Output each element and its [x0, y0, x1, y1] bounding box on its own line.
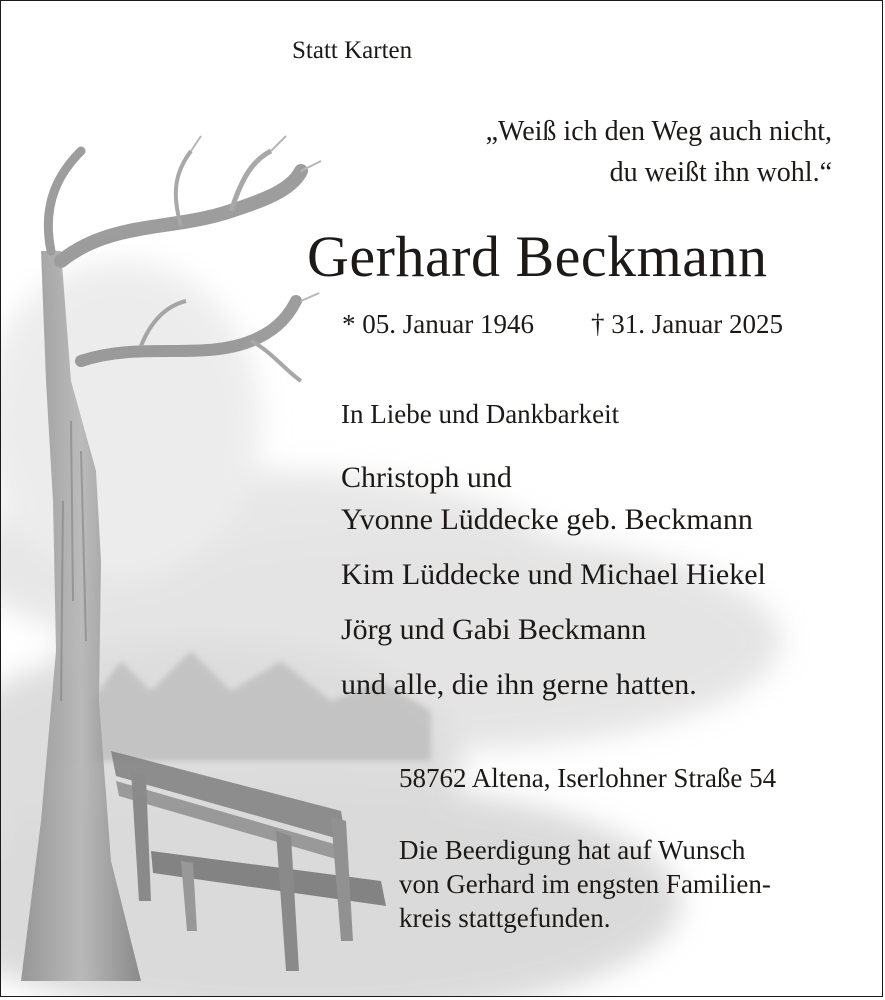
memorial-verse: [486, 111, 832, 193]
deceased-name: Gerhard Beckmann: [307, 224, 768, 289]
family-address: 58762 Altena, Iserlohner Straße 54: [399, 763, 777, 793]
mourners-list: [341, 457, 766, 706]
mourner-line: Kim Lüddecke und Michael Hiekel: [341, 558, 766, 591]
funeral-notice: [399, 833, 771, 935]
notice-line: von Gerhard im engsten Familien-: [399, 869, 771, 899]
mourner-line: Yvonne Lüddecke geb. Beckmann: [341, 503, 753, 536]
preface-statt-karten: Statt Karten: [292, 37, 413, 64]
notice-line: Die Beerdigung hat auf Wunsch: [399, 835, 746, 865]
verse-line: „Weiß ich den Weg auch nicht,: [485, 116, 832, 147]
mourner-line: und alle, die ihn gerne hatten.: [341, 668, 697, 701]
mourners-intro: In Liebe und Dankbarkeit: [341, 399, 620, 429]
mourner-line: Christoph und: [341, 461, 512, 494]
birth-date: * 05. Januar 1946: [342, 309, 534, 339]
verse-line: du weißt ihn wohl.“: [609, 157, 832, 188]
notice-line: kreis stattgefunden.: [399, 903, 611, 933]
death-date: † 31. Januar 2025: [591, 309, 783, 339]
mourner-line: Jörg und Gabi Beckmann: [341, 613, 647, 646]
